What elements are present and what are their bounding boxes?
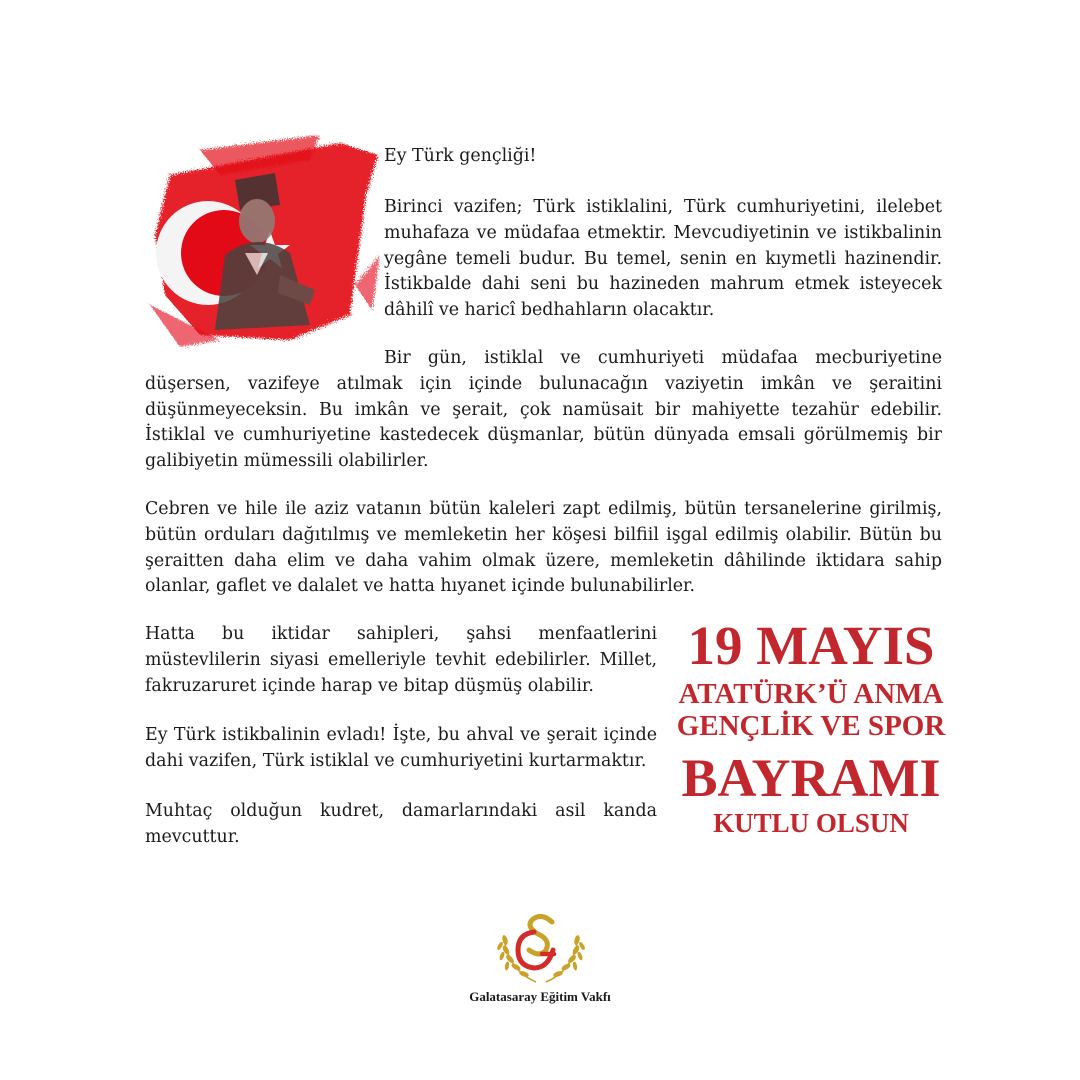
turkish-flag-portrait-image <box>140 135 380 350</box>
celebration-date: 19 MAYIS <box>687 615 935 676</box>
letter-paragraph-3: Cebren ve hile ile aziz vatanın bütün kaleleri zapt edilmiş, bütün tersanelerine girilmiş, bütün orduları dağıtılmış ve memleketin her köşesi bilfiil işgal edilmiş olabilir. Bütün bu şeraitten daha elim ve daha vahim olmak üzere, memleketin dâhilinde iktidara sahip olanlar, gaflet ve dalalet ve hatta hıyanet içinde bulunabilirler. <box>145 499 942 597</box>
galatasaray-logo-icon <box>496 910 586 986</box>
letter-paragraph-6: Muhtaç olduğun kudret, damarlarındaki asil kanda mevcuttur. <box>145 801 657 847</box>
letter-greeting: Ey Türk gençliği! <box>384 146 537 166</box>
letter-paragraph-1: Birinci vazifen; Türk istiklalini, Türk cumhuriyetini, ilelebet muhafaza ve müdafaa etmektir. Mevcudiyetinin ve istikbalinin yegâne temeli budur. Bu temel, senin en kıymetli hazinendir. İstikbalde dahi seni bu hazineden mahrum etmek isteyecek dâhilî ve haricî bedhahların olacaktır. <box>384 197 942 321</box>
letter-paragraph-2: Bir gün, istiklal ve cumhuriyeti müdafaa mecburiyetine düşersen, vazifeye atılmak için içinde bulunacağın vaziyetin imkân ve şeraitini düşünmeyeceksin. Bu imkân ve şerait, çok namüsait bir mahiyette tezahür edebilir. İstiklal ve cumhuriyetine kastedecek düşmanlar, bütün dünyada emsali görülmemiş bir galibiyetin mümessili olabilirler. <box>145 348 942 472</box>
celebration-line-1: ATATÜRK’Ü ANMA <box>678 678 944 710</box>
foundation-name: Galatasaray Eğitim Vakfı <box>469 989 611 1004</box>
celebration-heading <box>668 614 954 838</box>
letter-paragraph-5: Ey Türk istikbalinin evladı! İşte, bu ahval ve şerait içinde dahi vazifen, Türk istiklal ve cumhuriyetini kurtarmaktır. <box>145 725 657 771</box>
celebration-kutlu-olsun: KUTLU OLSUN <box>713 808 909 838</box>
letter-paragraph-4: Hatta bu iktidar sahipleri, şahsi menfaatlerini müstevlilerin siyasi emelleriyle tevhit edebilirler. Millet, fakruzaruret içinde harap ve bitap düşmüş olabilir. <box>145 624 657 696</box>
celebration-bayram: BAYRAMI <box>681 748 941 808</box>
celebration-line-2: GENÇLİK VE SPOR <box>676 710 946 742</box>
